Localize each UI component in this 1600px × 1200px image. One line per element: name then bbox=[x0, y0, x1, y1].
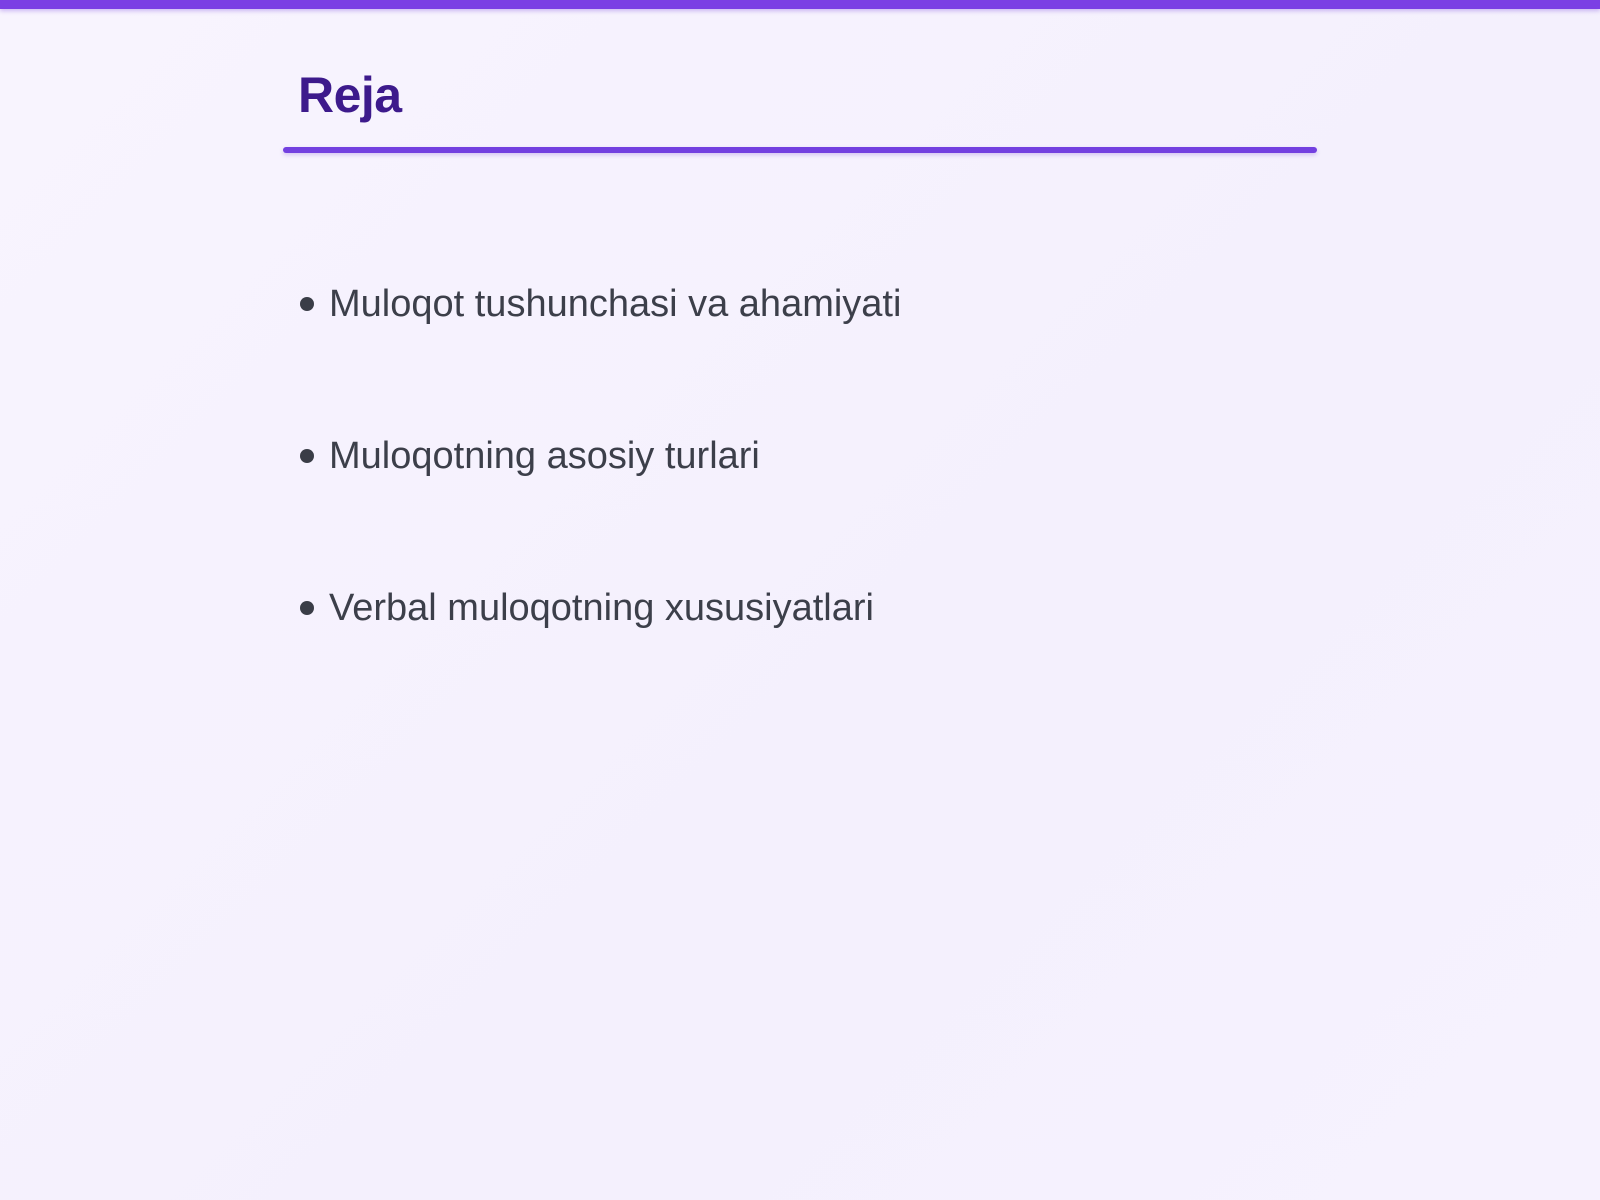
bullet-dot-icon bbox=[300, 449, 314, 463]
title-underline bbox=[283, 147, 1317, 153]
bullet-text: Muloqot tushunchasi va ahamiyati bbox=[329, 282, 902, 325]
bullet-item bbox=[300, 428, 901, 484]
bullet-text: Verbal muloqotning xususiyatlari bbox=[329, 586, 874, 629]
bullet-item bbox=[300, 580, 901, 636]
slide-title: Reja bbox=[298, 67, 402, 123]
bullet-item bbox=[300, 276, 901, 332]
bullet-dot-icon bbox=[300, 297, 314, 311]
bullet-list bbox=[300, 276, 901, 732]
bullet-dot-icon bbox=[300, 601, 314, 615]
top-accent-bar bbox=[0, 0, 1600, 9]
bullet-text: Muloqotning asosiy turlari bbox=[329, 434, 760, 477]
